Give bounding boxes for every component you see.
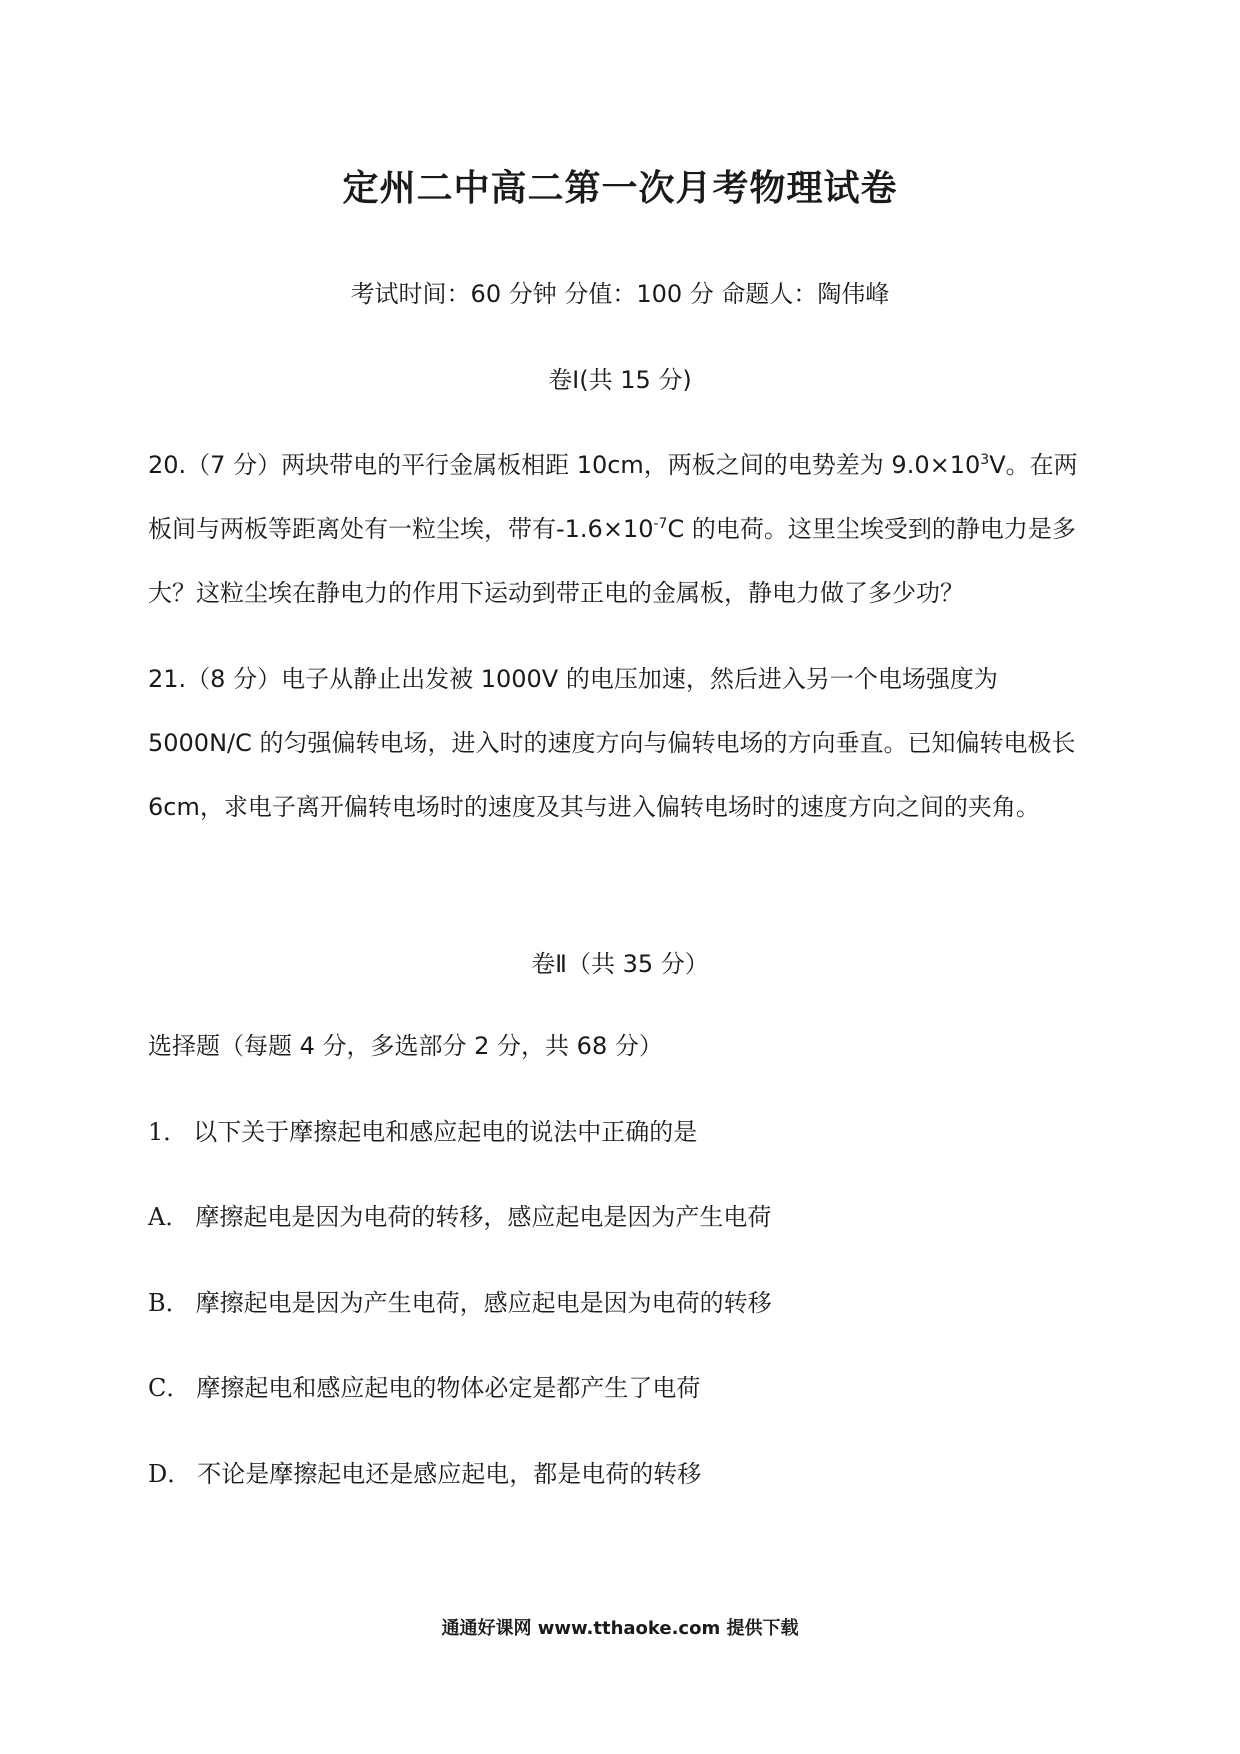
option-c-text: 摩擦起电和感应起电的物体必定是都产生了电荷	[196, 1374, 701, 1402]
question-1-number: 1．	[148, 1118, 188, 1146]
section1-heading: 卷Ⅰ(共 15 分)	[548, 366, 692, 394]
question-20-exponent-1: 3	[980, 452, 990, 468]
question-1-stem: 以下关于摩擦起电和感应起电的说法中正确的是	[193, 1118, 698, 1146]
question-20-prefix: 20.（7 分）两块带电的平行金属板相距 10cm，两板之间的电势差为 9.0×10	[148, 451, 981, 479]
option-a-text: 摩擦起电是因为电荷的转移，感应起电是因为产生电荷	[195, 1203, 772, 1231]
question-1	[148, 1112, 697, 1147]
option-c-label: C．	[148, 1374, 191, 1402]
question-20-suffix: C 的电荷。这里尘埃受到的静电力是多大？这粒尘埃在静电力的作用下运动到带正电的金属板，静电力做了多少功？	[148, 515, 1076, 607]
option-d-text: 不论是摩擦起电还是感应起电，都是电荷的转移	[197, 1460, 702, 1488]
option-a-label: A．	[148, 1203, 190, 1231]
choice-section-intro: 选择题（每题 4 分，多选部分 2 分，共 68 分）	[148, 1032, 663, 1060]
option-c	[148, 1368, 700, 1403]
question-20	[148, 433, 1093, 625]
option-b-text: 摩擦起电是因为产生电荷，感应起电是因为电荷的转移	[195, 1289, 772, 1317]
exam-meta: 考试时间：60 分钟 分值：100 分 命题人：陶伟峰	[350, 280, 890, 308]
question-20-exponent-2: -7	[653, 516, 668, 532]
option-b	[148, 1283, 772, 1318]
question-20-mid: V。在两板间与两板等距离处有一粒尘埃，带有-1.6×10	[148, 451, 1078, 543]
footer-source: 通通好课网 www.tthaoke.com 提供下载	[441, 1618, 799, 1639]
question-21: 21.（8 分）电子从静止出发被 1000V 的电压加速，然后进入另一个电场强度为 5000N/C 的匀强偏转电场，进入时的速度方向与偏转电场的方向垂直。已知偏转电极长 6cm，求电子离开偏转电场时的速度及其与进入偏转电场时的速度方向之间的夹角。	[148, 665, 1076, 821]
option-b-label: B．	[148, 1289, 190, 1317]
section2-heading: 卷Ⅱ（共 35 分）	[531, 950, 709, 978]
option-d	[148, 1454, 701, 1489]
option-a	[148, 1197, 771, 1232]
page-title: 定州二中高二第一次月考物理试卷	[342, 168, 898, 209]
option-d-label: D．	[148, 1460, 192, 1488]
